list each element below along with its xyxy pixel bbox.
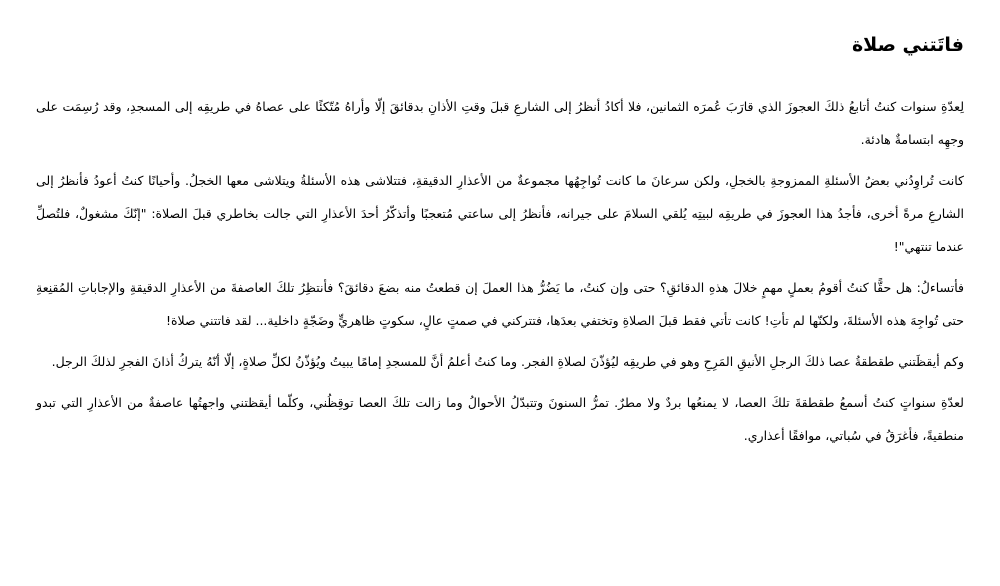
paragraph-2: كانت تُراوِدُني بعضُ الأسئلةِ الممزوجةِ بالخجلِ، ولكن سرعانَ ما كانت تُواجِهُها مجموعةٌ من الأعذارِ الدقيقةِ، فتتلاشى هذه الأسئلةُ ويتلاشى معها الخجلُ. وأحيانًا كنتُ أعودُ فأنظرُ إلى الشارعِ مرةً أخرى، فأجدُ هذا العجوزَ في طريقِه لبيتِه يُلقي السلامَ على جيرانه، فأنظرُ إلى ساعتي مُتعجبًا وأتذكّرُ أحدَ الأعذارِ التي جالت بخاطري قبلَ الصلاة: "إنّكَ مشغولٌ، فلتُصلِّ عندما تنتهي"!	[36, 173, 964, 254]
paragraph-1: لِعدّةِ سنوات كنتُ أتابعُ ذلكَ العجوزَ الذي قارَبَ عُمرَه الثمانين، فلا أكادُ أنظرُ إلى الشارعِ قبلَ وقتِ الأذانِ بدقائقَ إلّا وأراهُ مُتّكئًا على عصاهُ في طريقِه إلى المسجدِ، وقد رُسِمَت على وجهِه ابتسامةٌ هادئة.	[36, 99, 964, 147]
paragraph-3: فأتساءلُ: هل حقًّا كنتُ أقومُ بعملٍ مهمٍ خلالَ هذهِ الدقائقِ؟ حتى وإن كنتُ، ما يَضُرُّ هذا العملَ إن قطعتُ منه بضعَ دقائقَ؟ فأنتظِرُ تلكَ العاصفةَ من الأعذارِ الدقيقةِ والإجاباتِ المُقنِعةِ حتى تُواجِهَ هذه الأسئلةَ، ولكنّها لم تأتِ! كانت تأتي فقط قبلَ الصلاةِ وتختفي بعدَها، فتتركني في صمتٍ عالٍ، سكوتٍ ظاهريٍّ وضَجّةٍ داخلية... لقد فاتتني صلاة!	[36, 280, 964, 328]
article-title: فاتَتني صلاة	[851, 34, 964, 56]
paragraph-4: وكم أيقظَتني طقطقةُ عصا ذلكَ الرجلِ الأنيقِ المَرِحِ وهو في طريقِه ليُؤذّنَ لصلاةِ الفجر. وما كنتُ أعلمُ أنَّ للمسجدِ إمامًا يبيتُ ويُؤذّنُ لكلِّ صلاةٍ، إلّا أنّهُ يتركُ أذانَ الفجرِ لذلكَ الرجل.	[51, 354, 964, 369]
paragraph-5: لعدّةِ سنواتٍ كنتُ أسمعُ طقطقةَ تلكَ العصا، لا يمنعُها بردٌ ولا مطرٌ. تمرُّ السنونَ وتتبدّلُ الأحوالُ وما زالت تلكَ العصا توقِظُني، وكلّما أيقظتني واجهتُها عاصفةٌ من الأعذارِ التي تبدو منطقيةً، فأغرَقُ في سُباتي، موافقًا أعذاري.	[36, 395, 964, 443]
